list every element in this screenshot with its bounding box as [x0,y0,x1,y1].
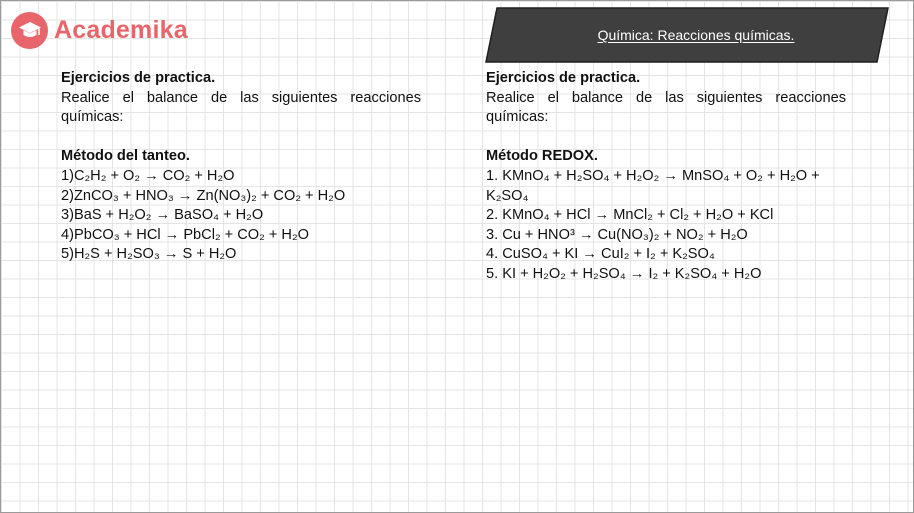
right-method-title: Método REDOX. [486,148,598,165]
topic-title: Química: Reacciones químicas. [597,27,795,43]
right-exercise-2: 2. KMnO₄ + HCl → MnCl₂ + Cl₂ + H₂O + KCl [486,207,774,224]
spacer [486,128,846,148]
right-exercise-5: 5. KI + H₂O₂ + H₂SO₄ → I₂ + K₂SO₄ + H₂O [486,265,762,282]
left-exercise-4: 4)PbCO₃ + HCl → PbCl₂ + CO₂ + H₂O [61,226,309,243]
left-method-title: Método del tanteo. [61,148,190,165]
left-exercise-column [61,69,421,265]
right-exercise-3: 3. Cu + HNO³ → Cu(NO₃)₂ + NO₂ + H₂O [486,226,748,243]
right-exercise-1: 1. KMnO₄ + H₂SO₄ + H₂O₂ → MnSO₄ + O₂ + H₂O + K₂SO₄ [486,167,820,204]
left-exercise-2: 2)ZnCO₃ + HNO₃ → Zn(NO₃)₂ + CO₂ + H₂O [61,187,346,204]
right-instruction: Realice el balance de las siguientes reacciones químicas: [486,89,846,126]
brand-logo [11,12,188,49]
spacer [61,128,421,148]
left-exercise-5: 5)H₂S + H₂SO₃ → S + H₂O [61,246,237,263]
topic-banner [485,7,889,63]
left-exercise-1: 1)C₂H₂ + O₂ → CO₂ + H₂O [61,167,235,184]
right-exercise-4: 4. CuSO₄ + KI → CuI₂ + I₂ + K₂SO₄ [486,246,715,263]
left-exercise-3: 3)BaS + H₂O₂ → BaSO₄ + H₂O [61,207,264,224]
left-instruction: Realice el balance de las siguientes reacciones químicas: [61,89,421,126]
graduation-cap-icon [11,12,48,49]
brand-name: Academika [54,16,188,44]
left-heading: Ejercicios de practica. [61,70,216,86]
right-exercise-column [486,69,846,285]
right-heading: Ejercicios de practica. [486,70,641,86]
